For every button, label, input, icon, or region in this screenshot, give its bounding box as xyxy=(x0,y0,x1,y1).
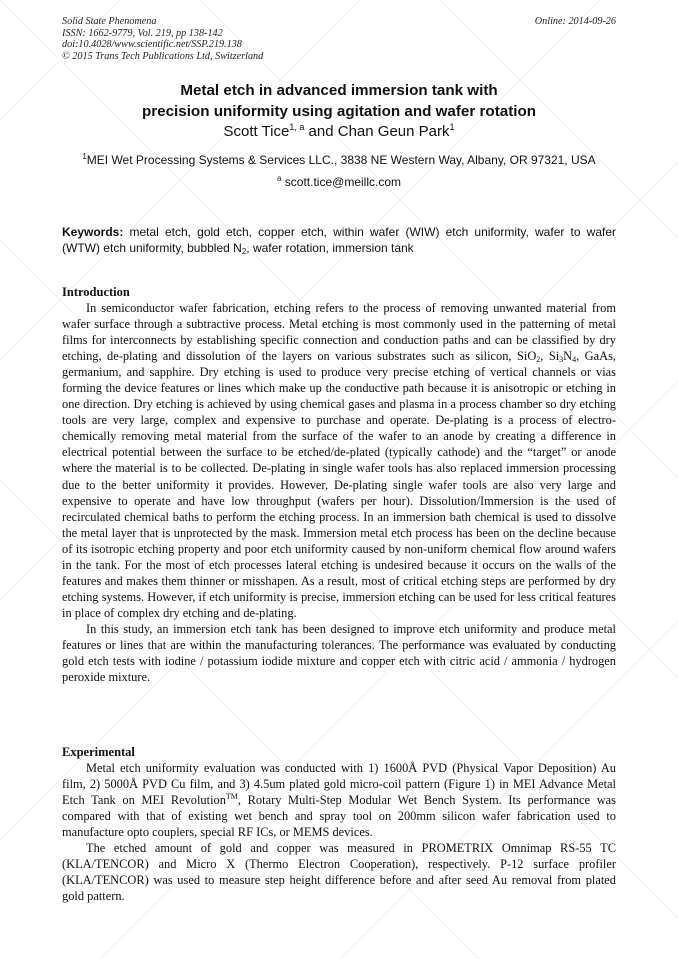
author-1-marker: 1, a xyxy=(289,122,305,132)
exp-p1-trademark: TM xyxy=(225,792,238,802)
author-email xyxy=(62,174,616,189)
affiliation-text: MEI Wet Processing Systems & Services LLC., 3838 NE Western Way, Albany, OR 97321, USA xyxy=(86,153,596,167)
keywords-block xyxy=(62,224,616,256)
introduction-section xyxy=(62,284,616,685)
issn-line: ISSN: 1662-9779, Vol. 219, pp 138-142 xyxy=(62,27,223,39)
experimental-paragraph-2: The etched amount of gold and copper was measured in PROMETRIX Omnimap RS-55 TC (KLA/TENCOR) and Micro X (Thermo Electron Cooperation), respectively. P-12 surface profiler (KLA/TENCOR) was used to measure step height difference before and after seed Au removal from plated gold pattern. xyxy=(62,841,616,904)
exp-p1-part-b: , Rotary Multi-Step Modular Wet Bench System. Its performance was compared with that of existing wet bench and spray tool on 200mm silicon wafer fabrication used to manufacture opto couplers, special RF ICs, or MEMS devices. xyxy=(62,793,616,840)
copyright-line: © 2015 Trans Tech Publications Ltd, Switzerland xyxy=(62,50,264,62)
intro-p1-part-a: In semiconductor wafer fabrication, etching refers to the process of removing unwanted material from wafer surface through a subtractive process. Metal etching is most commonly used in the patterning of metal films for interconnects by establishing specific connection and conduction paths and can be classified by dry etching, de-plating and dissolution of the layers on various substrates such as silicon, SiO xyxy=(62,301,616,364)
keywords-text-b: , wafer rotation, immersion tank xyxy=(246,241,414,255)
author-2: Chan Geun Park xyxy=(337,123,450,140)
paper-title xyxy=(62,80,616,122)
intro-p1-part-c: N xyxy=(563,349,573,364)
experimental-heading: Experimental xyxy=(62,745,135,759)
intro-p1-part-d: , GaAs, germanium, and sapphire. Dry etching is used to produce very precise etching of vertical channels or vias forming the device features or lines which make up the conductive path because it is anisotropic or etching in one direction. Dry etching is achieved by using chemical gases and plasma in a process chamber so dry etching tools are very large, complex and expensive to purchase and operate. De-plating is a process of electro-chemically removing metal material from the surface of the wafer to an anode by creating a difference in electrical potential between the surface to be etched/de-plated (typically cathode) and the “target” or anode where the material is to be collected. De-plating in single wafer tools has also replaced immersion processing due to the better uniformity it provides. However, De-plating single wafer tools are also very large and expensive to operate and have low throughput (wafers per hour). Dissolution/Immersion is the used of recirculated chemical baths to perform the etching process. In an immersion bath chemical is used to dissolve the metal layer that is unprotected by the mask. Immersion metal etch process has been on the decline because of its isotropic etching property and poor etch uniformity caused by non-uniform chemical flow around wafers in the tank. For the most of etch processes lateral etching is undesired because it occurs on the walls of the features and makes them thinner or misshapen. As a result, most of critical etching steps are performed by dry etching systems. However, if etch uniformity is precise, immersion etching can be used for less critical features in place of complex dry etching and de-plating. xyxy=(62,349,616,620)
keywords-subscript: 2 xyxy=(241,247,247,256)
experimental-paragraph-1 xyxy=(62,760,616,840)
journal-name: Solid State Phenomena xyxy=(62,16,157,27)
title-line-1: Metal etch in advanced immersion tank with xyxy=(180,82,498,99)
keywords-text-a: metal etch, gold etch, copper etch, within wafer (WIW) etch uniformity, wafer to wafer (WTW) etch uniformity, bubbled N xyxy=(62,225,616,255)
online-date: Online: 2014-09-26 xyxy=(534,16,616,27)
email-address: scott.tice@meillc.com xyxy=(281,175,401,189)
exp-p1-part-a: Metal etch uniformity evaluation was conducted with 1) 1600Å PVD (Physical Vapor Deposition) Au film, 2) 5000Å PVD Cu film, and 3) 4.5um plated gold micro-coil pattern (Figure 1) in MEI Advance Metal Etch Tank on MEI Revolution xyxy=(62,761,616,808)
author-list xyxy=(62,122,616,140)
author-1: Scott Tice xyxy=(223,123,290,140)
affiliation xyxy=(62,152,616,167)
doi-line: doi:10.4028/www.scientific.net/SSP.219.138 xyxy=(62,39,242,51)
intro-p1-sub-3: 4 xyxy=(572,355,577,365)
intro-p1-part-b: , Si xyxy=(540,349,560,364)
introduction-paragraph-2: In this study, an immersion etch tank has been designed to improve etch uniformity and produce metal features or lines that are within the manufacturing tolerances. The performance was evaluated by conducting gold etch tests with iodine / potassium iodide mixture and copper etch with citric acid / ammonia / hydrogen peroxide mixture. xyxy=(62,621,616,685)
journal-meta xyxy=(62,16,263,62)
author-2-marker: 1 xyxy=(449,122,455,132)
affiliation-marker: 1 xyxy=(82,152,87,161)
title-line-2: precision uniformity using agitation and wafer rotation xyxy=(141,103,537,120)
intro-p1-sub-1: 2 xyxy=(536,355,541,365)
introduction-heading: Introduction xyxy=(62,285,130,299)
introduction-paragraph-1 xyxy=(62,300,616,621)
intro-p1-sub-2: 3 xyxy=(559,355,564,365)
email-marker: a xyxy=(277,174,282,183)
author-connector: and xyxy=(304,123,338,140)
keywords-label: Keywords: xyxy=(62,225,124,239)
experimental-section xyxy=(62,744,616,904)
